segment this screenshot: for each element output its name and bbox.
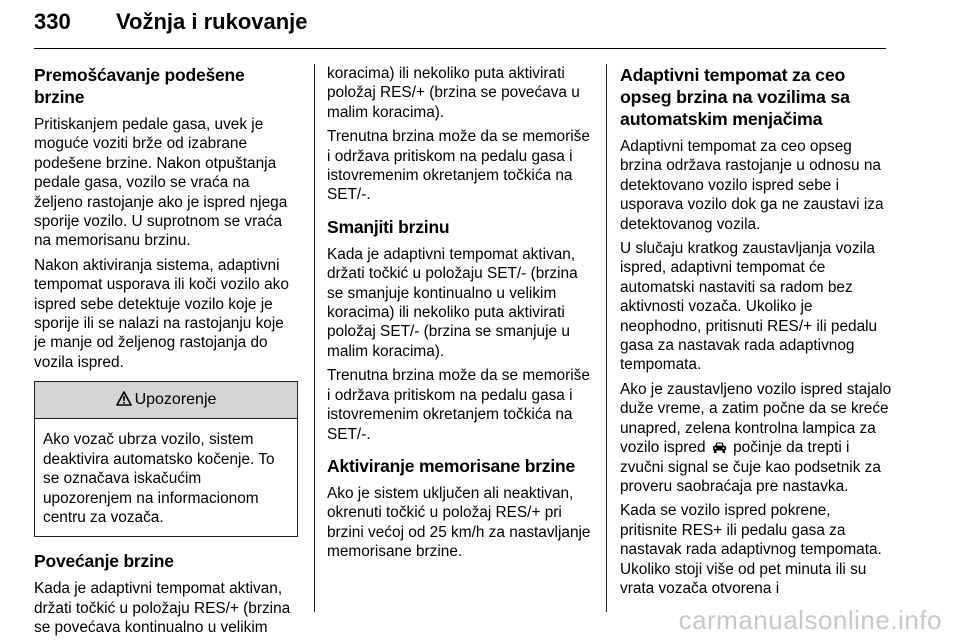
- paragraph: koracima) ili nekoliko puta aktivirati položaj RES/+ (brzina se povećava u malim koracima).: [327, 65, 580, 121]
- column-2: [327, 64, 597, 567]
- warning-header: [35, 382, 297, 419]
- warning-body: [35, 419, 297, 536]
- paragraph: U slučaju kratkog zaustavljanja vozila ispred, adaptivni tempomat će automatski nastaviti sa radom bez aktivnosti vozača. Ukoliko je neophodno, pritisnuti RES/+ ili pedalu gasa za nastavak rada adaptivnog tempomata.: [620, 240, 878, 374]
- page-header: [34, 4, 886, 49]
- paragraph: Pritiskanjem pedale gasa, uvek je moguće voziti brže od izabrane podešene brzine. Nakon otpuštanja pedale gasa, vozilo se vraća na željeno rastojanje ako je ispred njega sporije vozilo. U suprotnom se vraća na memorisanu brzinu.: [34, 116, 288, 250]
- column-divider-2: [606, 64, 607, 612]
- paragraph: Nakon aktiviranja sistema, adaptivni tempomat usporava ili koči vozilo ako ispred sebe detektuje vozilo koje je sporije ili se nalazi na rastojanju koje je manje od željenog rastojanja do vozila ispred.: [34, 256, 289, 371]
- paragraph: Kada je adaptivni tempomat aktivan, držati točkić u položaju SET/- (brzina se smanjuje kontinualno u velikim koracima) ili nekoliko puta aktivirati položaj SET/- (brzina se smanjuje u malim koracima).: [327, 245, 578, 360]
- warning-title: Upozorenje: [134, 391, 217, 409]
- paragraph: Kada se vozilo ispred pokrene, pritisnite RES+ ili pedalu gasa za nastavak rada adaptivnog tempomata. Ukoliko stoji više od pet minuta ili su vrata vozača otvorena i: [620, 502, 882, 597]
- warning-triangle-icon: [116, 391, 132, 406]
- car-ahead-icon: [712, 441, 727, 454]
- paragraph: Trenutna brzina može da se memoriše i održava pritiskom na pedalu gasa i istovremenim okretanjem točkića na SET/-.: [327, 128, 590, 204]
- paragraph: Adaptivni tempomat za ceo opseg brzina održava rastojanje u odnosu na detektovano vozilo ispred sebe i usporava vozilo dok ga ne zaustavi iza detektovanog vozila.: [620, 138, 884, 233]
- column-3: [620, 64, 892, 603]
- page-title: Vožnja i rukovanje: [116, 9, 308, 34]
- paragraph: Kada je adaptivni tempomat aktivan, držati točkić u položaju RES/+ (brzina se povećava kontinualno u velikim: [34, 580, 291, 637]
- heading-increase-speed: Povećanje brzine: [34, 551, 174, 572]
- paragraph-text: počinje da trepti i zvučni signal se čuje kao podsetnik za proveru saobraćaja pre nastavka.: [620, 439, 881, 495]
- paragraph: Trenutna brzina može da se memoriše i održava pritiskom na pedalu gasa i istovremenim okretanjem točkića na SET/-.: [327, 367, 590, 443]
- warning-text: Ako vozač ubrza vozilo, sistem deaktivira automatsko kočenje. To se označava iskačućim upozorenjem na informacionom centru za vozača.: [43, 431, 275, 526]
- heading-decrease-speed: Smanjiti brzinu: [327, 216, 450, 237]
- heading-speed-override: Premošćavanje podešene brzine: [34, 65, 245, 107]
- watermark: carmanualsonline.info: [678, 605, 942, 635]
- paragraph-text: Ako je zaustavljeno vozilo ispred stajalo duže vreme, a zatim počne da se kreće unapred, zelena kontrolna lampica za vozilo ispred: [620, 380, 892, 457]
- column-divider-1: [314, 64, 315, 612]
- page-number: 330: [34, 9, 71, 34]
- paragraph: [620, 380, 892, 496]
- warning-box: [34, 381, 298, 537]
- paragraph: Ako je sistem uključen ali neaktivan, okrenuti točkić u položaj RES/+ pri brzini većoj od 25 km/h za nastavljanje memorisane brzine.: [327, 484, 591, 561]
- column-1: [34, 64, 298, 643]
- heading-resume-speed: Aktiviranje memorisane brzine: [327, 455, 576, 476]
- heading-full-speed-range: Adaptivni tempomat za ceo opseg brzina na vozilima sa automatskim menjačima: [620, 65, 850, 129]
